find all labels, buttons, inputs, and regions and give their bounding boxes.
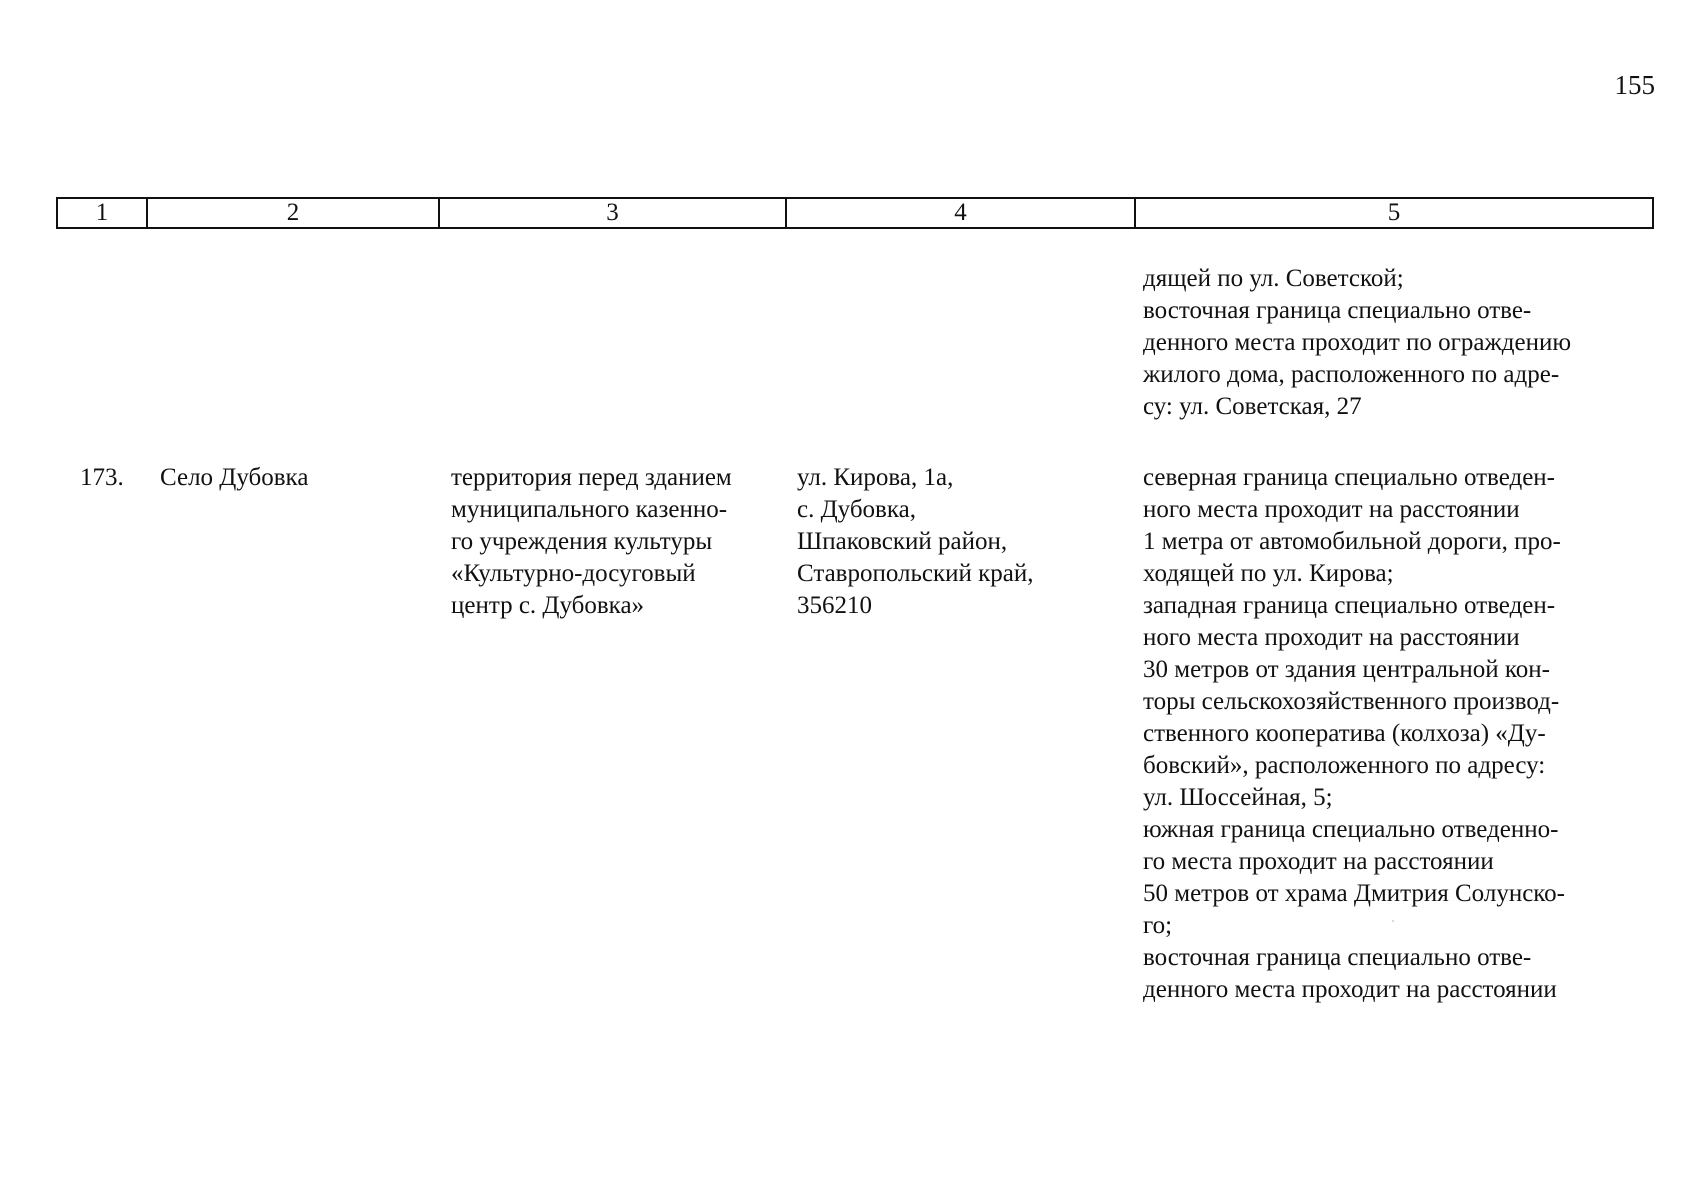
column-number-4: 4 <box>786 198 1135 228</box>
boundary-line: ственного кооператива (колхоза) «Ду- <box>1143 720 1546 747</box>
address-line: Ставропольский край, <box>797 560 1034 587</box>
territory-line: го учреждения культуры <box>451 528 713 555</box>
boundary-description <box>1143 462 1635 1006</box>
boundary-line: 50 метров от храма Дмитрия Солунско- <box>1143 880 1565 907</box>
address-line: Шпаковский район, <box>797 528 1008 555</box>
continued-boundary-line: дящей по ул. Советской; <box>1143 265 1404 292</box>
boundary-line: северная граница специально отведен- <box>1143 464 1555 491</box>
boundary-line: бовский», расположенного по адресу: <box>1143 752 1546 779</box>
territory-line: «Культурно-досуговый <box>451 560 696 587</box>
column-number-2: 2 <box>147 198 439 228</box>
page-number: 155 <box>1614 70 1655 100</box>
boundary-line: го места проходит на расстоянии <box>1143 848 1494 875</box>
boundary-line: го; <box>1143 912 1173 939</box>
territory-description <box>451 462 780 622</box>
boundary-line: торы сельскохозяйственного производ- <box>1143 688 1560 715</box>
settlement-name: Село Дубовка <box>160 464 309 491</box>
address-line: ул. Кирова, 1а, <box>797 464 954 491</box>
continued-boundary-line: восточная граница специально отве- <box>1143 297 1532 324</box>
boundary-line: денного места проходит на расстоянии <box>1143 976 1557 1003</box>
boundary-line: ного места проходит на расстоянии <box>1143 624 1520 651</box>
address-line: с. Дубовка, <box>797 496 916 523</box>
column-number-3: 3 <box>439 198 786 228</box>
territory-line: муниципального казенно- <box>451 496 728 523</box>
entry-number: 173. <box>80 464 124 491</box>
territory-line: территория перед зданием <box>451 464 732 491</box>
address-block <box>797 462 1112 622</box>
continued-boundary-line: денного места проходит по ограждению <box>1143 329 1572 356</box>
continued-boundary-description <box>1143 263 1635 423</box>
continued-boundary-line: жилого дома, расположенного по адре- <box>1143 361 1560 388</box>
table-column-header-row <box>56 197 1654 229</box>
territory-line: центр с. Дубовка» <box>451 592 645 619</box>
column-number-5: 5 <box>1135 198 1653 228</box>
boundary-line: южная граница специально отведенно- <box>1143 816 1559 843</box>
boundary-line: восточная граница специально отве- <box>1143 944 1532 971</box>
boundary-line: западная граница специально отведен- <box>1143 592 1556 619</box>
scan-speck <box>1392 920 1394 922</box>
boundary-line: 1 метра от автомобильной дороги, про- <box>1143 528 1561 555</box>
boundary-line: ходящей по ул. Кирова; <box>1143 560 1394 587</box>
continued-boundary-line: су: ул. Советская, 27 <box>1143 393 1362 420</box>
boundary-line: 30 метров от здания центральной кон- <box>1143 656 1550 683</box>
column-number-1: 1 <box>57 198 147 228</box>
column-number-row <box>57 198 1653 228</box>
address-line: 356210 <box>797 592 872 619</box>
boundary-line: ул. Шоссейная, 5; <box>1143 784 1333 811</box>
boundary-line: ного места проходит на расстоянии <box>1143 496 1520 523</box>
